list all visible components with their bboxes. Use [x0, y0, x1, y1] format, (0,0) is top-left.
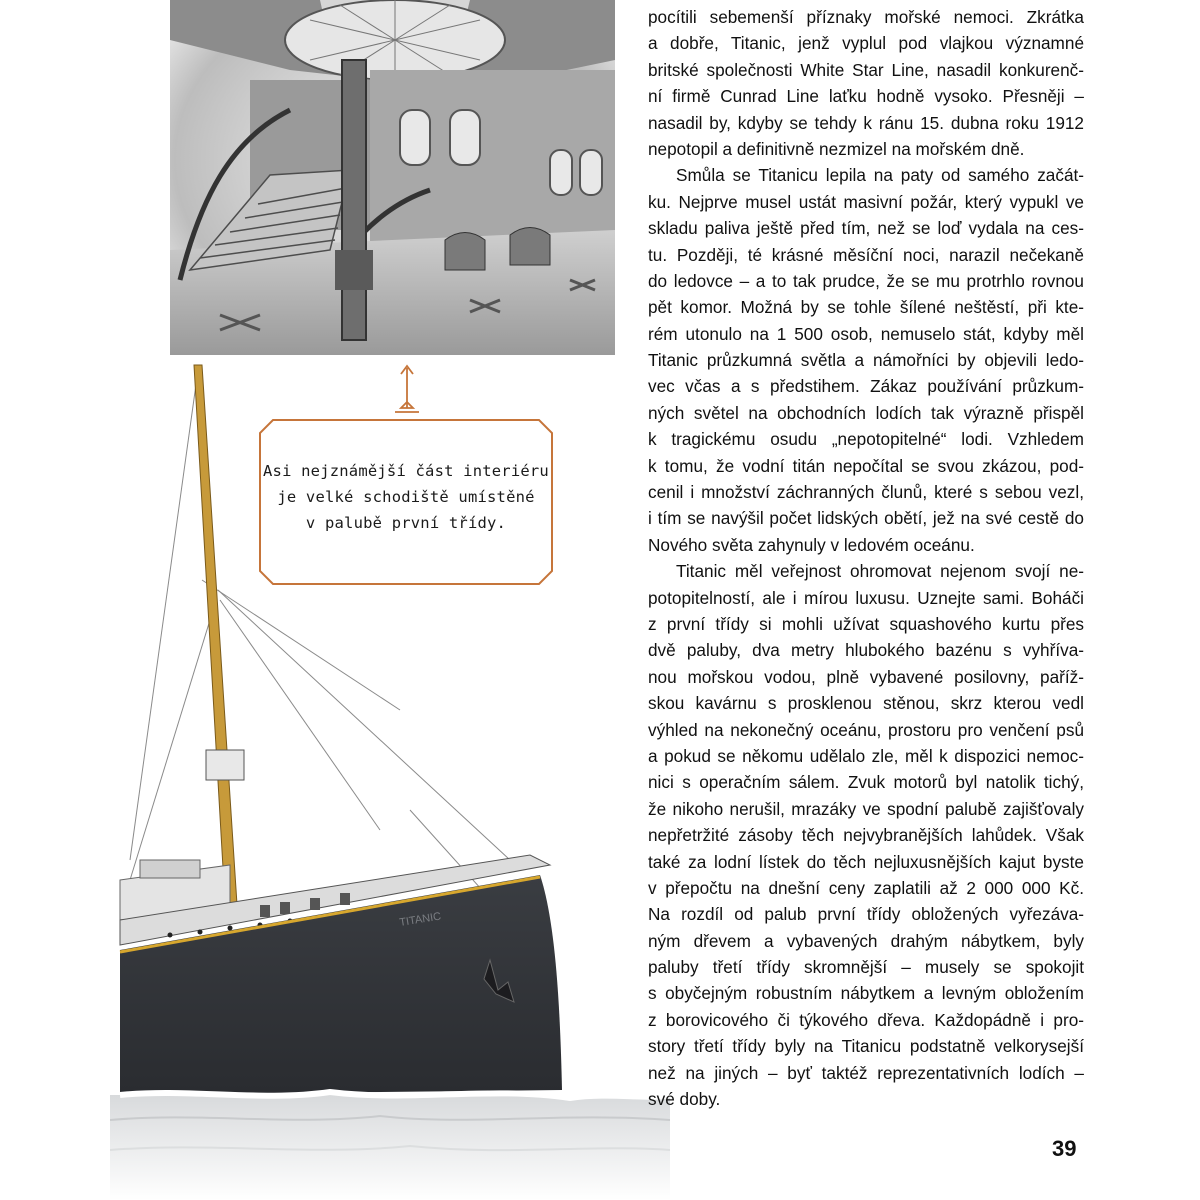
text-line: Nového světa zahynuly v ledovém oceánu.	[648, 534, 975, 555]
text-line: potopitelností, ale i mírou luxusu. Uznejte sami. Boháči	[648, 587, 1084, 608]
text-line: k tomu, že vodní titán nepočítal se svou zkázou, pod-	[648, 455, 1084, 476]
caption-line: je velké schodiště umístěné	[277, 488, 535, 506]
text-line: cenil i množství záchranných člunů, které s sebou vezl,	[648, 482, 1084, 503]
text-line: nepřetržité zásoby těch nejvybranějších lahůdek. Však	[648, 825, 1084, 846]
text-line: své doby.	[648, 1089, 721, 1110]
text-line: ku. Nejprve musel ustát masivní požár, který vypukl ve	[648, 191, 1084, 212]
text-line: vec včas a s předstihem. Zákaz používání průzkum-	[648, 376, 1084, 397]
text-line: tu. Později, té krásné měsíční noci, narazil nečekaně	[648, 244, 1084, 265]
caption-line: v palubě první třídy.	[305, 514, 507, 532]
text-line: Titanic měl veřejnost ohromovat nejenom svojí ne-	[676, 561, 1084, 582]
text-line: k tragickému osudu „nepotopitelné“ lodi. Vzhledem	[648, 429, 1084, 450]
text-line: dvě paluby, dva metry hlubokého bazénu s vyhříva-	[648, 640, 1084, 661]
text-line: skou kavárnu s prosklenou stěnou, skrz kterou vedl	[648, 693, 1084, 714]
page-number: 39	[1052, 1136, 1077, 1161]
text-line: story třetí třídy byly na Titanicu podstatně velkorysejší	[648, 1036, 1084, 1057]
text-line: Na rozdíl od palub první třídy obložených vyřezáva-	[648, 904, 1084, 925]
text-line: skladu paliva ještě před tím, než se loď vydala na ces-	[648, 218, 1084, 239]
body-text	[648, 4, 1084, 1112]
text-line: i tím se navýšil počet lidských obětí, jež na své cestě do	[648, 508, 1084, 529]
text-line: ným dřevem a vybavených drahým nábytkem, byly	[648, 930, 1084, 951]
text-line: nepotopil a definitivně nezmizel na mořském dně.	[648, 138, 1025, 159]
text-line: do ledovce – a to tak prudce, že se mu protrhlo rovnou	[648, 270, 1084, 291]
text-line: s obyčejným robustním nábytkem a levným obložením	[648, 983, 1084, 1004]
text-line: než na jiných – byť taktéž reprezentativních lodích –	[648, 1062, 1084, 1083]
text-line: ní firmě Cunrad Line laťku hodně vysoko. Přesněji –	[648, 86, 1084, 107]
text-line: nasadil by, kdyby se tehdy k ránu 15. dubna roku 1912	[648, 112, 1084, 133]
text-line: paluby třetí třídy skromnější – musely se spokojit	[648, 957, 1084, 978]
text-line: a pokud se někomu udělalo zle, měl k dispozici nemoc-	[648, 745, 1084, 766]
text-line: z borovicového či týkového dřeva. Každopádně i pro-	[648, 1009, 1084, 1030]
text-line: pět komor. Možná by se tohle šílené neštěstí, při kte-	[648, 297, 1084, 318]
text-line: ných světel na obchodních lodích tak výrazně přispěl	[648, 402, 1084, 423]
text-line: pocítili sebemenší příznaky mořské nemoci. Zkrátka	[648, 7, 1084, 27]
text-line: že nikoho nerušil, mrazáky ve spodní palubě zajišťovaly	[648, 798, 1084, 819]
text-line: nou mořskou vodou, plně vybavené posilovny, paříž-	[648, 666, 1084, 687]
text-line: a dobře, Titanic, jenž vyplul pod vlajkou významné	[648, 33, 1084, 54]
caption-line: Asi nejznámější část interiéru	[263, 462, 549, 480]
text-line: Titanic průzkumná světla a námořníci by objevili ledo-	[648, 350, 1084, 371]
text-line: z první třídy si mohli užívat squashového kurtu přes	[648, 613, 1084, 634]
text-line: také za lodní lístek do těch nejluxusnějších kajut byste	[648, 851, 1084, 872]
text-line: výhled na nekonečný oceánu, prostoru pro venčení psů	[648, 719, 1084, 740]
text-line: rém utonulo na 1 500 osob, nemuselo stát, kdyby měl	[648, 323, 1084, 344]
text-line: nici s operačním sálem. Zvuk motorů byl natolik tichý,	[648, 772, 1084, 793]
text-line: britské společnosti White Star Line, nasadil konkurenč-	[648, 59, 1084, 80]
hull-name: TITANIC	[398, 910, 442, 929]
text-line: Smůla se Titanicu lepila na paty od samého začát-	[676, 165, 1084, 186]
text-line: v přepočtu na dnešní ceny zaplatili až 2 000 000 Kč.	[648, 877, 1084, 898]
grand-staircase-illustration	[170, 0, 615, 355]
titanic-bow-illustration	[110, 360, 670, 1200]
